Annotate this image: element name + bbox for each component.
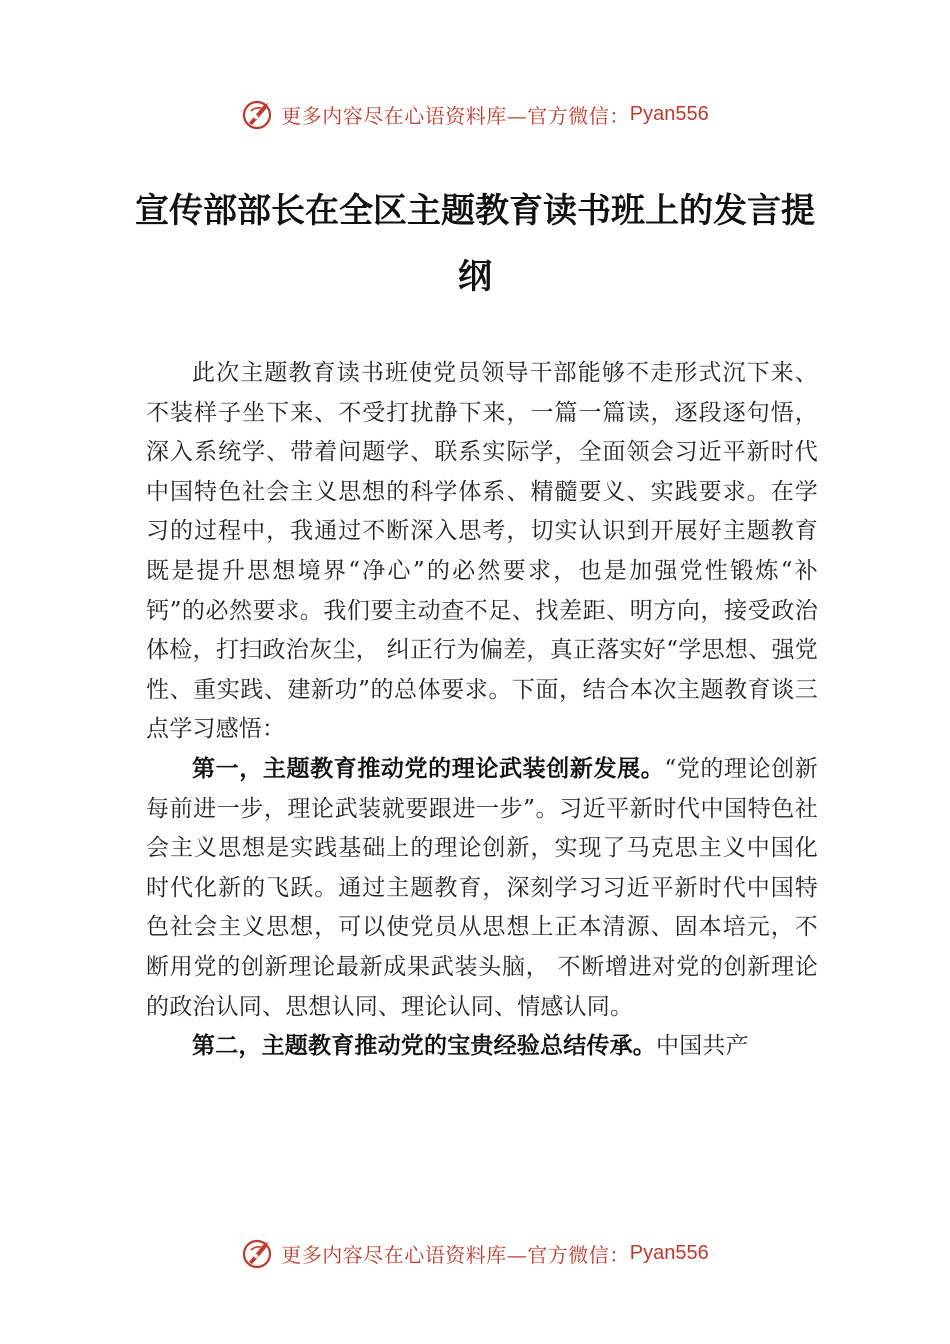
paragraph-text: “党的理论创新每前进一步，理论武装就要跟进一步”。习近平新时代中国特色社会主义思想是实践基础上的理论创新，实现了马克思主义中国化时代化新的飞跃。通过主题教育，深刻学习习近平新时代中国特色社会主义思想，可以使党员从思想上正本清源、固本培元，不断用党的创新理论最新成果武装头脑， 不断增进对党的创新理论的政治认同、思想认同、理论认同、情感认同。 [146,755,819,1020]
paragraph-text: 中国共产 [656,1033,749,1060]
watermark-text: 更多内容尽在心语资料库—官方微信： [281,103,630,128]
paragraph-point-two [146,1027,818,1067]
watermark-wechat-id: Pyan556 [629,1241,709,1264]
paragraph-lead: 第二，主题教育推动党的宝贵经验总结传承。 [192,1033,656,1060]
document-title: 宣传部部长在全区主题教育读书班上的发言提纲 [135,191,815,297]
paragraph-lead: 第一，主题教育推动党的理论武装创新发展。 [192,755,665,782]
paragraph-text: 此次主题教育读书班使党员领导干部能够不走形式沉下来、不装样子坐下来、不受打扰静下来，一篇一篇读，逐段逐句悟，深入系统学、带着问题学、联系实际学，全面领会习近平新时代中国特色社会主义思想的科学体系、精髓要义、实践要求。在学习的过程中，我通过不断深入思考，切实认识到开展好主题教育既是提升思想境界“净心”的必然要求，也是加强党性锻炼“补钙”的必然要求。我们要主动查不足、找差距、明方向，接受政治体检，打扫政治灰尘， 纠正行为偏差，真正落实好“学思想、强党性、重实践、建新功”的总体要求。下面，结合本次主题教育谈三点学习感悟： [146,360,818,743]
footer-watermark [0,1233,950,1273]
document-body [146,354,818,1067]
header-watermark [0,94,950,134]
watermark-wechat-id: Pyan556 [629,102,709,125]
pen-nib-logo-icon [241,97,275,131]
paragraph-point-one [146,750,818,1027]
pen-nib-logo-icon [241,1236,275,1270]
watermark-text: 更多内容尽在心语资料库—官方微信： [281,1242,630,1267]
paragraph-intro [146,354,818,750]
